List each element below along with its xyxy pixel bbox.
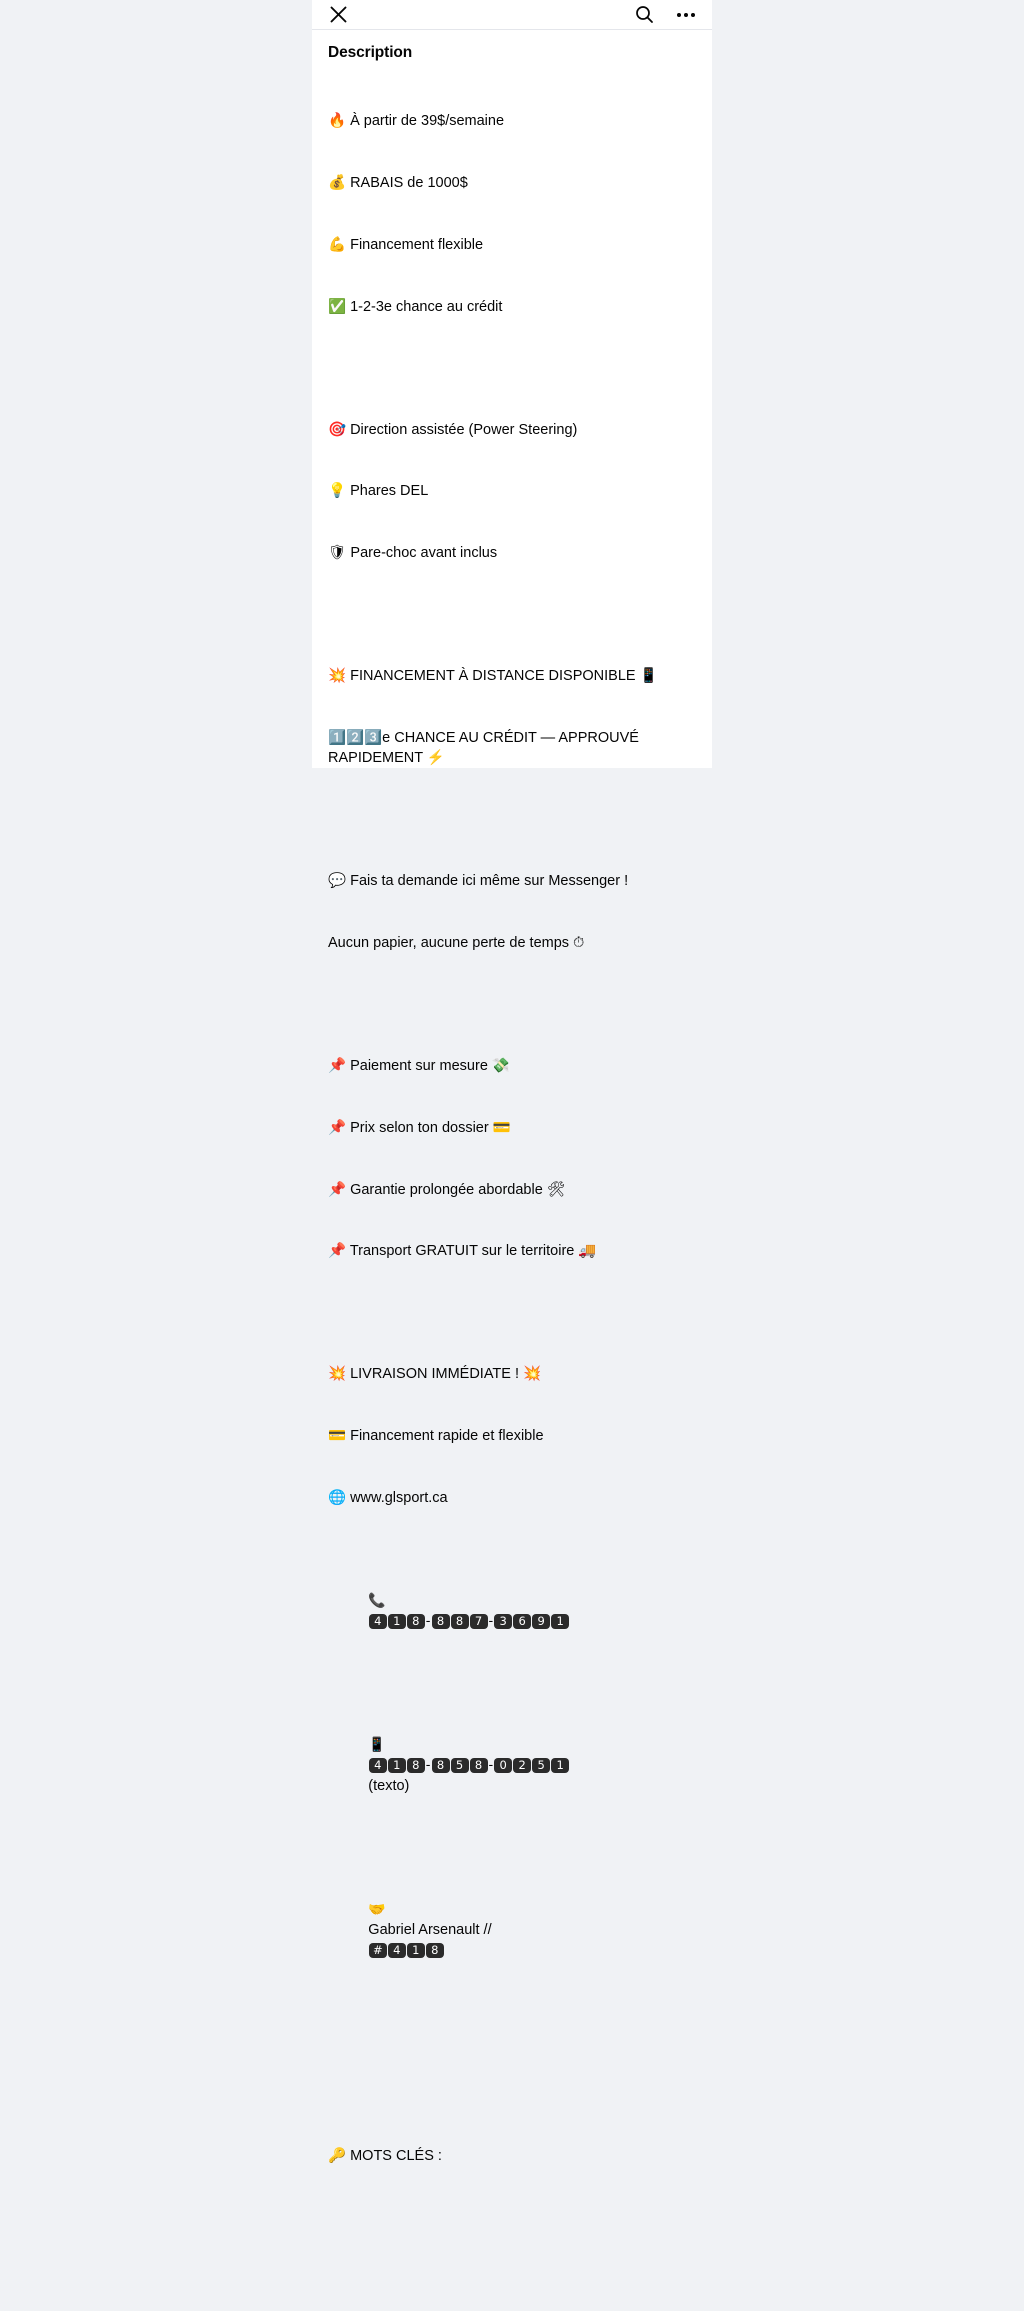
phone-digit: 1 [551, 1614, 569, 1629]
phone-digit: 8 [407, 1758, 425, 1773]
phone-digit: 5 [532, 1758, 550, 1773]
toolbar-left-group [326, 3, 350, 27]
agent-name: Gabriel Arsenault // [368, 1922, 492, 1939]
phone-digit: 4 [369, 1614, 387, 1629]
phone-digit: 0 [494, 1758, 512, 1773]
texto-note: (texto) [368, 1778, 410, 1795]
desc-spacer [328, 358, 696, 378]
desc-line: 💳 Financement rapide et flexible [328, 1428, 544, 1445]
desc-line: 1️⃣2️⃣3️⃣e CHANCE AU CRÉDIT — APPROUVÉ RAPIDEMENT ⚡ [328, 729, 643, 767]
phone-digit: 8 [451, 1614, 469, 1629]
phone-digit: 8 [432, 1758, 450, 1773]
phone-digit: 1 [388, 1758, 406, 1773]
listing-detail-panel [312, 0, 712, 2165]
phone-digit: 1 [388, 1614, 406, 1629]
panel-toolbar [312, 0, 712, 30]
desc-line-agent [328, 1879, 696, 1982]
desc-line: 💬 Fais ta demande ici même sur Messenger ! [328, 873, 629, 890]
more-options-dots [677, 13, 695, 17]
phone-dash: - [425, 1613, 431, 1629]
phone-digit: 3 [494, 1614, 512, 1629]
phone-digit: 7 [470, 1614, 488, 1629]
desc-line: 💡 Phares DEL [328, 483, 429, 500]
desc-line: 📌 Prix selon ton dossier 💳 [328, 1119, 511, 1136]
desc-line: ✅ 1-2-3e chance au crédit [328, 298, 503, 315]
agent-tag-digit: 8 [426, 1943, 444, 1958]
desc-line: 📌 Garantie prolongée abordable 🛠 [328, 1181, 566, 1198]
close-icon[interactable] [326, 3, 350, 27]
phone-digit: 5 [451, 1758, 469, 1773]
search-icon[interactable] [632, 3, 656, 27]
handshake-icon: 🤝 [368, 1901, 386, 1918]
more-options-icon[interactable] [674, 3, 698, 27]
phone-icon: 📞 [368, 1592, 386, 1609]
toolbar-right-group [632, 3, 698, 27]
description-body [328, 70, 696, 2311]
desc-line: 📌 Transport GRATUIT sur le territoire 🚚 [328, 1243, 597, 1260]
phone-digit: 8 [407, 1614, 425, 1629]
phone-digit: 1 [551, 1758, 569, 1773]
desc-line-phone-texto[interactable] [328, 1715, 696, 1818]
desc-line: 🔥 À partir de 39$/semaine [328, 113, 505, 130]
desc-line-phone-primary[interactable] [328, 1570, 696, 1652]
desc-line: 🛡 Pare-choc avant inclus [328, 545, 498, 562]
desc-spacer [328, 2044, 696, 2064]
desc-line: 💥 FINANCEMENT À DISTANCE DISPONIBLE 📱 [328, 668, 658, 685]
desc-spacer [328, 810, 696, 830]
agent-tag-digit: 4 [388, 1943, 406, 1958]
desc-line-website[interactable]: 🌐 www.glsport.ca [328, 1490, 448, 1506]
description-heading: Description [328, 44, 413, 61]
desc-line: 🎯 Direction assistée (Power Steering) [328, 421, 578, 438]
mobile-phone-icon: 📱 [368, 1737, 386, 1754]
desc-spacer [328, 995, 696, 1015]
phone-dash: - [425, 1757, 431, 1773]
phone-digit: 6 [513, 1614, 531, 1629]
desc-line: 💪 Financement flexible [328, 236, 484, 253]
phone-digit: 4 [369, 1758, 387, 1773]
desc-line: 💰 RABAIS de 1000$ [328, 174, 468, 191]
desc-line: 💥 LIVRAISON IMMÉDIATE ! 💥 [328, 1366, 542, 1383]
desc-line: 📌 Paiement sur mesure 💸 [328, 1058, 510, 1075]
desc-line-keywords: 🔑 MOTS CLÉS : [328, 2148, 442, 2165]
agent-tag-hash: # [369, 1943, 387, 1958]
desc-line: Aucun papier, aucune perte de temps ⏱ [328, 935, 585, 952]
phone-digit: 2 [513, 1758, 531, 1773]
desc-spacer [328, 2208, 696, 2228]
desc-spacer [328, 1303, 696, 1323]
agent-tag-digit: 1 [407, 1943, 425, 1958]
desc-spacer [328, 605, 696, 625]
phone-digit: 8 [432, 1614, 450, 1629]
phone-dash: - [488, 1613, 494, 1629]
phone-digit: 9 [532, 1614, 550, 1629]
phone-dash: - [488, 1757, 494, 1773]
phone-digit: 8 [470, 1758, 488, 1773]
description-section [312, 30, 712, 2311]
